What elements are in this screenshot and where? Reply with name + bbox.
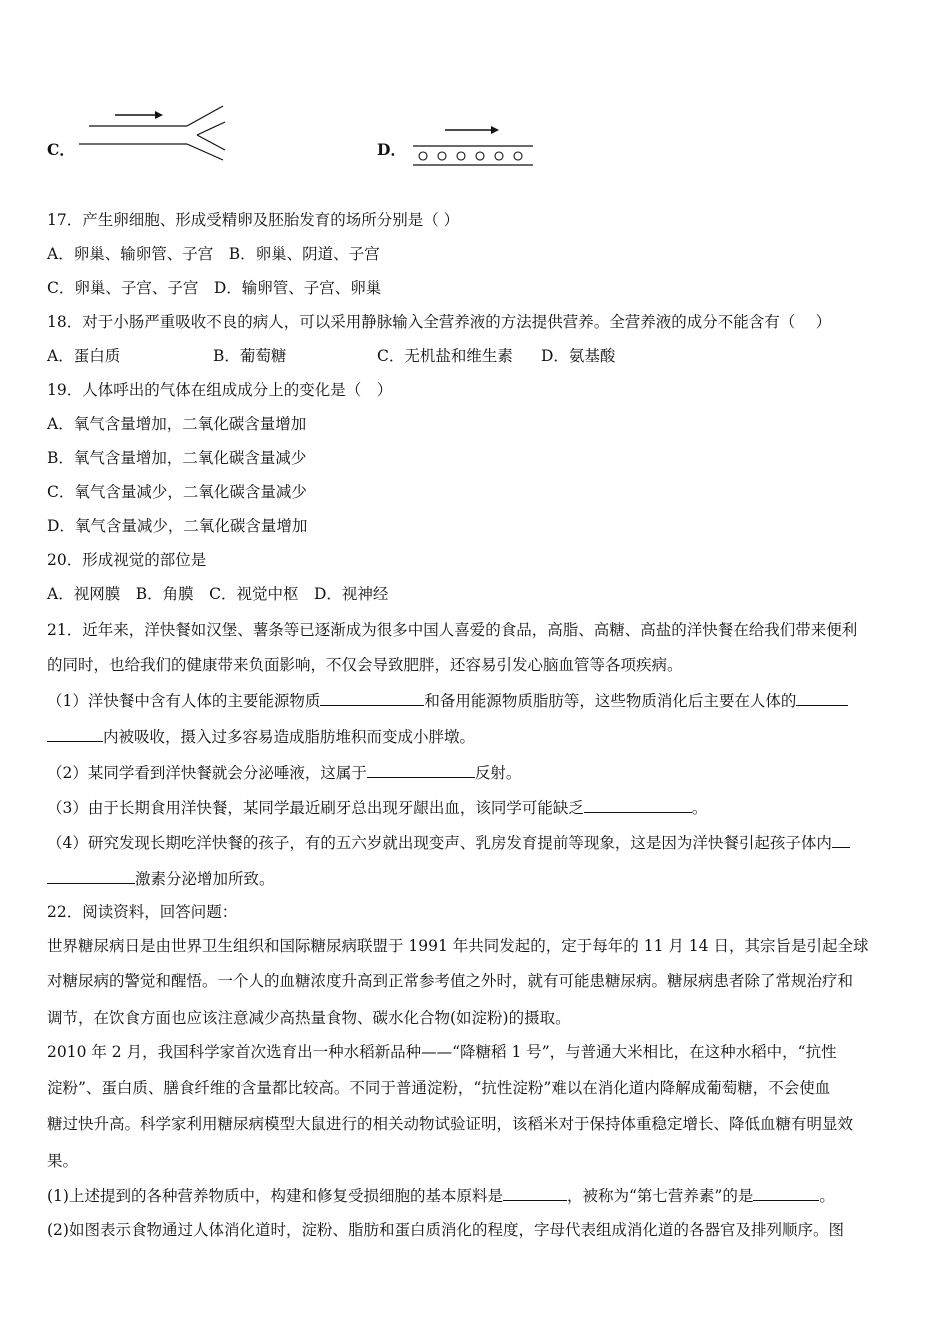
q21-part3-text-a: （3）由于长期食用洋快餐，某同学最近刷牙总出现牙龈出血，该同学可能缺乏: [47, 799, 584, 817]
q19-option-c: C．氧气含量减少，二氧化碳含量减少: [47, 483, 307, 501]
q22-para1-line1: 世界糖尿病日是由世界卫生组织和国际糖尿病联盟于 1991 年共同发起的，定于每年的 11 月 14 日，其宗旨是引起全球: [47, 937, 869, 955]
q20-options: A．视网膜 B．角膜 C．视觉中枢 D．视神经: [47, 585, 389, 603]
q21-stem-line1: 21．近年来，洋快餐如汉堡、薯条等已逐渐成为很多中国人喜爱的食品，高脂、高糖、高盐的洋快餐在给我们带来便利: [47, 621, 858, 639]
q22-para2-line1: 2010 年 2 月，我国科学家首次选育出一种水稻新品种——“降糖稻 1 号”，与普通大米相比，在这种水稻中，“抗性: [47, 1043, 837, 1061]
q21-part2-text-a: （2）某同学看到洋快餐就会分泌唾液，这属于: [47, 764, 367, 782]
q22-part2: (2)如图表示食物通过人体消化道时，淀粉、脂肪和蛋白质消化的程度，字母代表组成消化道的各器官及排列顺序。图: [47, 1221, 844, 1239]
q21-part3: [47, 796, 707, 819]
q22-part1-text-a: (1)上述提到的各种营养物质中，构建和修复受损细胞的基本原料是: [47, 1187, 503, 1205]
q21-stem-line2: 的同时，也给我们的健康带来负面影响，不仅会导致肥胖，还容易引发心脑血管等各项疾病。: [47, 656, 683, 674]
q21-answer-blank-organ-a[interactable]: [796, 689, 848, 706]
q17-options-line1: A．卵巢、输卵管、子宫 B．卵巢、阴道、子宫: [47, 245, 380, 263]
q21-part1-text-b: 和备用能源物质脂肪等，这些物质消化后主要在人体的: [424, 692, 797, 710]
q22-para1-line3: 调节，在饮食方面也应该注意减少高热量食物、碳水化合物(如淀粉)的摄取。: [47, 1009, 571, 1027]
q18-option-c: C．无机盐和维生素: [377, 347, 513, 365]
q22-stem: 22．阅读资料，回答问题：: [47, 903, 238, 921]
q21-part2-text-b: 反射。: [474, 764, 522, 782]
q21-part3-text-b: 。: [691, 799, 708, 817]
q18-option-b: B．葡萄糖: [213, 347, 287, 365]
q21-answer-blank-organ-b[interactable]: [47, 725, 103, 742]
q21-part1-text-a: （1）洋快餐中含有人体的主要能源物质: [47, 692, 321, 710]
q21-part1-text-c: 内被吸收，摄入过多容易造成脂肪堆积而变成小胖墩。: [103, 728, 476, 746]
q21-answer-blank-hormone-b[interactable]: [47, 867, 135, 884]
q19-option-b: B．氧气含量增加，二氧化碳含量减少: [47, 449, 307, 467]
option-d-diagram: [405, 120, 545, 170]
option-c-diagram: [75, 100, 235, 170]
q22-para2-line2: 淀粉”、蛋白质、膳食纤维的含量都比较高。不同于普通淀粉，“抗性淀粉”难以在消化道内降解成葡萄糖，不会使血: [47, 1079, 831, 1097]
q22-part1-text-b: ，被称为“第七营养素”的是: [566, 1187, 754, 1205]
q17-stem: 17．产生卵细胞、形成受精卵及胚胎发育的场所分别是（ ）: [47, 211, 460, 229]
q22-answer-blank-nutrient[interactable]: [503, 1184, 567, 1201]
q22-para2-line3: 糖过快升高。科学家利用糖尿病模型大鼠进行的相关动物试验证明，该稻米对于保持体重稳定增长、降低血糖有明显效: [47, 1115, 854, 1133]
q22-para2-line4: 果。: [47, 1152, 79, 1170]
q20-stem: 20．形成视觉的部位是: [47, 551, 207, 569]
q19-stem: 19．人体呼出的气体在组成成分上的变化是（ ）: [47, 381, 393, 399]
q21-answer-blank-hormone-a[interactable]: [832, 831, 850, 848]
q21-part2: [47, 761, 521, 784]
q22-part1: [47, 1184, 835, 1207]
q21-part4-text-b: 激素分泌增加所致。: [135, 870, 275, 888]
q21-answer-blank-reflex[interactable]: [367, 761, 475, 778]
q17-options-line2: C．卵巢、子宫、子宫 D．输卵管、子宫、卵巢: [47, 279, 382, 297]
q19-option-d: D．氧气含量减少，二氧化碳含量增加: [47, 517, 308, 535]
q18-option-a: A．蛋白质: [47, 347, 121, 365]
option-c-label: C．: [47, 140, 75, 159]
q18-options: [47, 345, 615, 367]
q21-part1-line1: [47, 689, 848, 712]
q21-part4-text-a: （4）研究发现长期吃洋快餐的孩子，有的五六岁就出现变声、乳房发育提前等现象，这是因为洋快餐引起孩子体内: [47, 834, 832, 852]
q21-answer-blank-vitamin[interactable]: [584, 796, 692, 813]
q22-para1-line2: 对糖尿病的警觉和醒悟。一个人的血糖浓度升高到正常参考值之外时，就有可能患糖尿病。糖尿病患者除了常规治疗和: [47, 972, 854, 990]
q21-part1-line2: [47, 725, 475, 748]
option-d-label: D．: [377, 140, 406, 159]
q18-stem: 18．对于小肠严重吸收不良的病人，可以采用静脉输入全营养液的方法提供营养。全营养液的成分不能含有（ ）: [47, 313, 832, 331]
q19-option-a: A．氧气含量增加，二氧化碳含量增加: [47, 415, 307, 433]
q21-answer-blank-energy[interactable]: [320, 689, 424, 706]
q22-part1-text-c: 。: [819, 1187, 835, 1205]
q21-part4-line2: [47, 867, 275, 890]
q22-answer-blank-seventh-nutrient[interactable]: [753, 1184, 819, 1201]
q21-part4-line1: [47, 831, 850, 854]
q18-option-d: D．氨基酸: [541, 347, 616, 365]
